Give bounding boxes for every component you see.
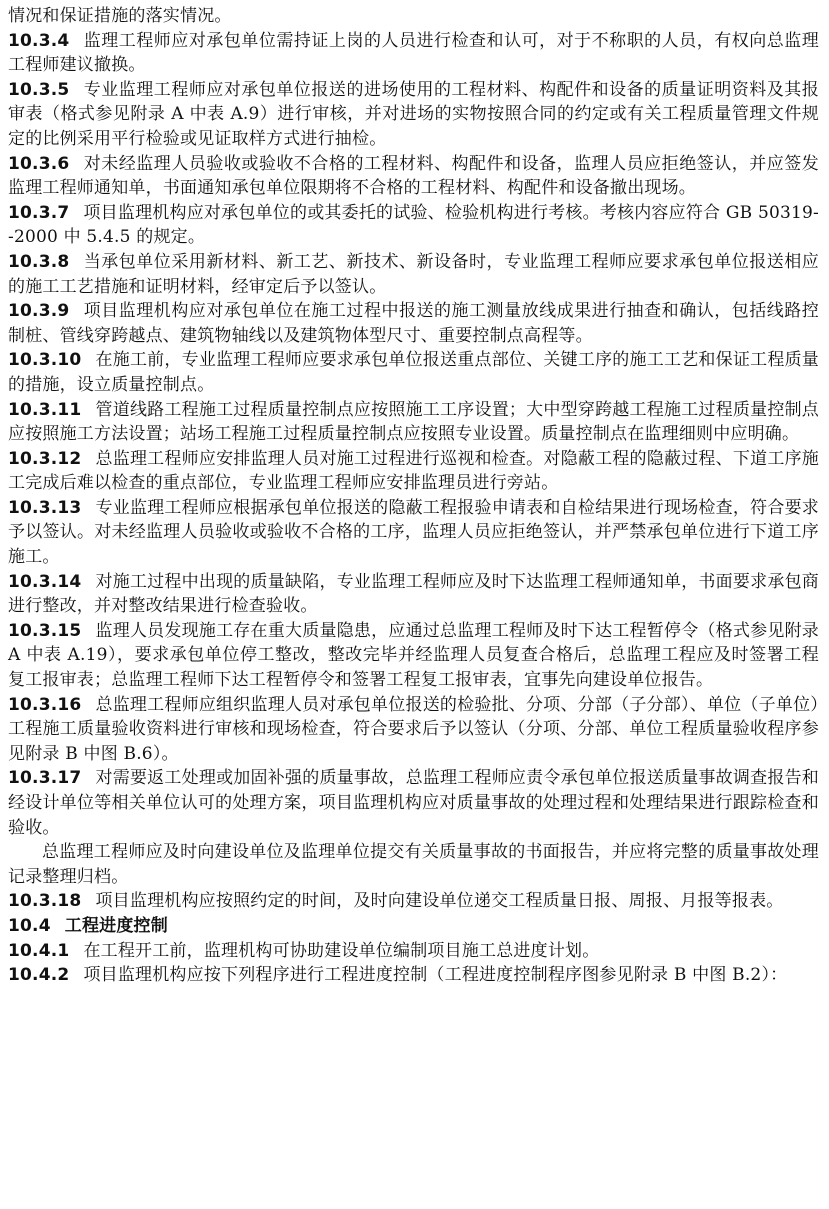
- clause-text: 当承包单位采用新材料、新工艺、新技术、新设备时，专业监理工程师应要求承包单位报送相应的施工工艺措施和证明材料，经审定后予以签认。: [8, 251, 819, 297]
- clause-text: 项目监理机构应对承包单位在施工过程中报送的施工测量放线成果进行抽查和确认，包括线路控制桩、管线穿跨越点、建筑物轴线以及建筑物体型尺寸、重要控制点高程等。: [8, 301, 819, 346]
- clause-paragraph: [8, 447, 819, 496]
- clause-number: 10.3.7: [8, 202, 70, 223]
- clause-text: 在施工前，专业监理工程师应要求承包单位报送重点部位、关键工序的施工工艺和保证工程质量的措施，设立质量控制点。: [8, 350, 819, 395]
- clause-text: 对未经监理人员验收或验收不合格的工程材料、构配件和设备，监理人员应拒绝签认，并应签发监理工程师通知单，书面通知承包单位限期将不合格的工程材料、构配件和设备撤出现场。: [8, 153, 819, 199]
- clause-number: 10.3.8: [8, 251, 70, 272]
- clause-text: 监理人员发现施工存在重大质量隐患，应通过总监理工程师及时下达工程暂停令（格式参见附录 A 中表 A.19），要求承包单位停工整改，整改完毕并经监理人员复查合格后，总监理工程应及时签署工程复工报审表；总监理工程师下达工程暂停令和签署工程复工报审表，宜事先向建设单位报告。: [8, 620, 819, 691]
- clause-number: 10.3.9: [8, 301, 70, 322]
- clause-number: 10.3.17: [8, 768, 82, 789]
- clause-paragraph: [8, 840, 819, 889]
- clause-paragraph: [8, 29, 819, 78]
- clause-paragraph: [8, 619, 819, 693]
- clause-paragraph: [8, 201, 819, 250]
- section-heading: [8, 914, 819, 939]
- clause-number: 10.3.5: [8, 79, 70, 100]
- clause-text: 总监理工程师应及时向建设单位及监理单位提交有关质量事故的书面报告，并应将完整的质量事故处理记录整理归档。: [8, 842, 819, 887]
- clause-number: 10.3.12: [8, 448, 82, 469]
- clause-number: 10.3.4: [8, 30, 70, 51]
- clause-text: 总监理工程师应组织监理人员对承包单位报送的检验批、分项、分部（子分部）、单位（子单位）工程施工质量验收资料进行审核和现场检查，符合要求后予以签认（分项、分部、单位工程质量验收程序参见附录 B 中图 B.6）。: [8, 694, 819, 764]
- clause-text: 在工程开工前，监理机构可协助建设单位编制项目施工总进度计划。: [83, 940, 600, 961]
- clause-text: 对施工过程中出现的质量缺陷，专业监理工程师应及时下达监理工程师通知单，书面要求承包商进行整改，并对整改结果进行检查验收。: [8, 571, 819, 617]
- clause-text: 项目监理机构应对承包单位的或其委托的试验、检验机构进行考核。考核内容应符合 GB 50319--2000 中 5.4.5 的规定。: [8, 202, 819, 248]
- clause-text: 项目监理机构应按下列程序进行工程进度控制（工程进度控制程序图参见附录 B 中图 B.2）：: [83, 965, 788, 986]
- section-heading-text: 工程进度控制: [64, 915, 168, 936]
- clause-number: 10.3.18: [8, 891, 82, 912]
- clause-text: 对需要返工处理或加固补强的质量事故，总监理工程师应责令承包单位报送质量事故调查报告和经设计单位等相关单位认可的处理方案，项目监理机构应对质量事故的处理过程和处理结果进行跟踪检查和验收。: [8, 768, 819, 838]
- clause-number: 10.3.14: [8, 571, 82, 592]
- clause-paragraph: [8, 4, 819, 29]
- clause-number: 10.4.1: [8, 940, 70, 961]
- clause-paragraph: [8, 889, 819, 914]
- clause-paragraph: [8, 152, 819, 201]
- clause-paragraph: [8, 939, 819, 964]
- clause-text: 专业监理工程师应根据承包单位报送的隐蔽工程报验申请表和自检结果进行现场检查，符合要求予以签认。对未经监理人员验收或验收不合格的工序，监理人员应拒绝签认，并严禁承包单位进行下道工序施工。: [8, 497, 819, 568]
- clause-number: 10.4: [8, 915, 51, 936]
- clause-text: 项目监理机构应按照约定的时间，及时向建设单位递交工程质量日报、周报、月报等报表。: [95, 891, 784, 912]
- clause-number: 10.3.10: [8, 350, 82, 371]
- clause-paragraph: [8, 250, 819, 299]
- clause-number: 10.3.6: [8, 153, 70, 174]
- clause-paragraph: [8, 496, 819, 570]
- clause-number: 10.4.2: [8, 965, 70, 986]
- clause-paragraph: [8, 78, 819, 152]
- clause-paragraph: [8, 963, 819, 988]
- clause-paragraph: [8, 693, 819, 767]
- clause-text: 管道线路工程施工过程质量控制点应按照施工工序设置；大中型穿跨越工程施工过程质量控制点应按照施工方法设置；站场工程施工过程质量控制点应按照专业设置。质量控制点在监理细则中应明确。: [8, 399, 819, 445]
- clause-number: 10.3.11: [8, 399, 82, 420]
- clause-text: 情况和保证措施的落实情况。: [8, 6, 232, 26]
- clause-text: 监理工程师应对承包单位需持证上岗的人员进行检查和认可，对于不称职的人员，有权向总监理工程师建议撤换。: [8, 30, 819, 76]
- clause-text: 总监理工程师应安排监理人员对施工过程进行巡视和检查。对隐蔽工程的隐蔽过程、下道工序施工完成后难以检查的重点部位，专业监理工程师应安排监理员进行旁站。: [8, 448, 819, 494]
- clause-paragraph: [8, 299, 819, 348]
- clause-number: 10.3.16: [8, 694, 82, 715]
- clause-paragraph: [8, 348, 819, 397]
- clause-number: 10.3.13: [8, 497, 82, 518]
- clause-text: 专业监理工程师应对承包单位报送的进场使用的工程材料、构配件和设备的质量证明资料及其报审表（格式参见附录 A 中表 A.9）进行审核，并对进场的实物按照合同的约定或有关工程质量管理文件规定的比例采用平行检验或见证取样方式进行抽检。: [8, 79, 819, 149]
- clause-paragraph: [8, 398, 819, 447]
- clause-paragraph: [8, 570, 819, 619]
- clause-number: 10.3.15: [8, 620, 82, 641]
- clause-paragraph: [8, 766, 819, 840]
